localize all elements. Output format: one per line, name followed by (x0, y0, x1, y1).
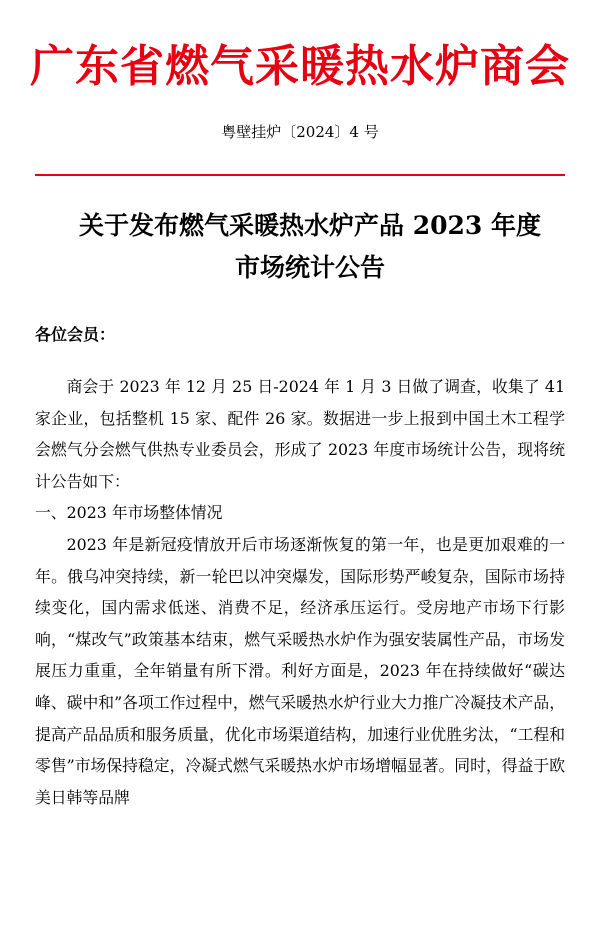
red-divider (35, 174, 565, 176)
notice-title (60, 205, 560, 289)
section-heading-1: 一、2023 年市场整体情况 (35, 503, 223, 523)
document-number: 粤壁挂炉〔2024〕4 号 (221, 123, 379, 141)
notice-title-line-2: 市场统计公告 (234, 253, 385, 282)
organization-name: 广东省燃气采暖热水炉商会 (30, 41, 570, 92)
paragraph-market-overview: 2023 年是新冠疫情放开后市场逐渐恢复的第一年，也是更加艰难的一年。俄乌冲突持续，新一轮巴以冲突爆发，国际形势严峻复杂，国际市场持续变化，国内需求低迷、消费不足，经济承压运行。受房地产市场下行影响，“煤改气”政策基本结束，燃气采暖热水炉作为强安装属性产品，市场发展压力重重，全年销量有所下滑。利好方面是，2023 年在持续做好“碳达峰、碳中和”各项工作过程中，燃气采暖热水炉行业大力推广冷凝技术产品，提高产品品质和服务质量，优化市场渠道结构，加速行业优胜劣汰，“工程和零售”市场保持稳定，冷凝式燃气采暖热水炉市场增幅显著。同时，得益于欧美日韩等品牌 (35, 534, 565, 807)
body-text (35, 371, 565, 813)
salutation: 各位会员： (35, 325, 116, 344)
notice-title-line-1: 关于发布燃气采暖热水炉产品 2023 年度 (79, 211, 541, 240)
paragraph-intro: 商会于 2023 年 12 月 25 日-2024 年 1 月 3 日做了调查，收集了 41 家企业，包括整机 15 家、配件 26 家。数据进一步上报到中国土木工程学会燃气分会燃气供热专业委员会，形成了 2023 年度市场统计公告，现将统计公告如下： (35, 377, 565, 491)
